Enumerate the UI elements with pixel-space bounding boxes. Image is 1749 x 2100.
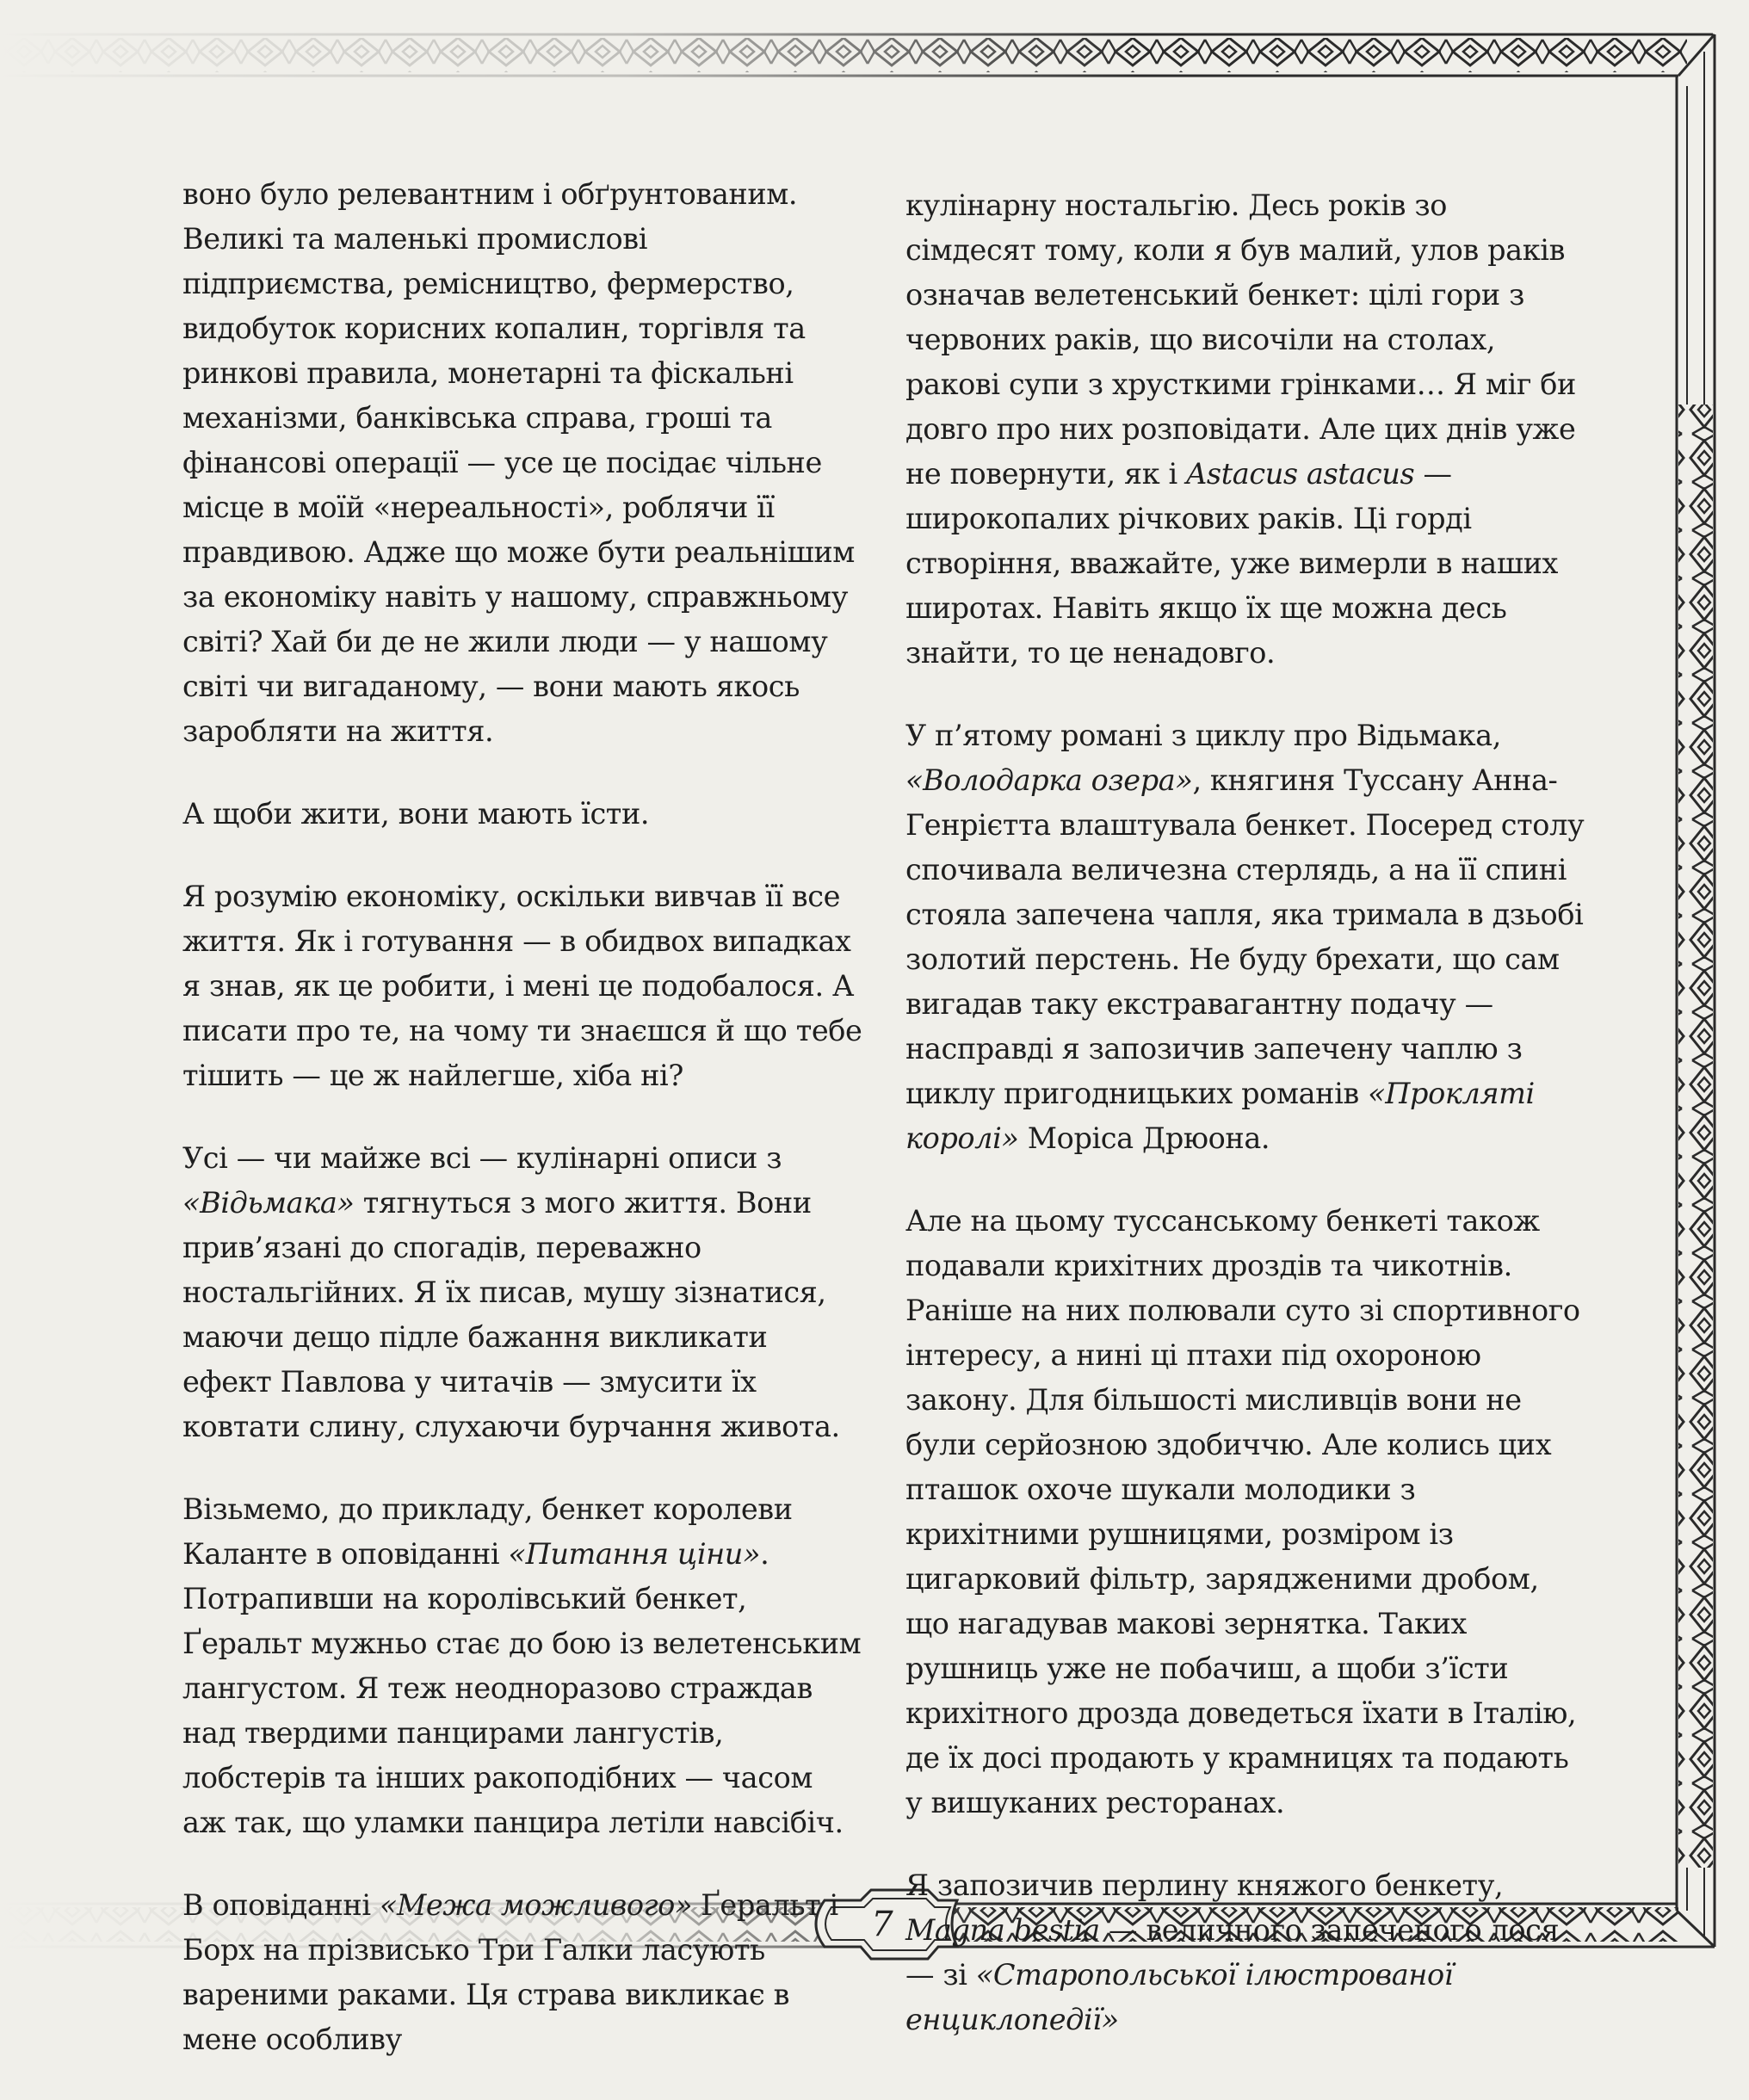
paragraph: Візьмемо, до прикладу, бенкет королеви Каланте в оповіданні «Питання ціни». Потрапивши на королівський бенкет, Ґеральт мужньо стає до бою із велетенським лангустом. Я теж неодноразово страждав над твердими панцирами лангустів, лобстерів та інших ракоподібних — часом аж так, що уламки панцира летіли навсібіч. bbox=[182, 1492, 862, 1839]
paragraph: Але на цьому туссанському бенкеті також подавали крихітних дроздів та чикотнів. Раніше на них полювали суто зі спортивного інтересу, а нині ці птахи під охороною закону. Для більшості мисливців вони не були серйозною здобиччю. Але колись цих пташок охоче шукали молодики з крихітними рушницями, розміром із цигарковий фільтр, зарядженими дробом, що нагадував макові зернятка. Таких рушниць уже не побачиш, а щоби з’їсти крихітного дрозда доведеться їхати в Італію, де їх досі продають у крамницях та подають у вишуканих ресторанах. bbox=[905, 1204, 1580, 1819]
paragraph: У п’ятому романі з циклу про Відьмака, «Володарка озера», княгиня Туссану Анна-Генрієтта влаштувала бенкет. Посеред столу спочивала величезна стерлядь, а на її спині стояла запечена чапля, яка тримала в дзьобі золотий перстень. Не буду брехати, що сам вигадав таку екстравагантну подачу — насправді я запозичив запечену чаплю з циклу пригодницьких романів «Прокляті королі» Моріса Дрюона. bbox=[905, 719, 1585, 1155]
left-text-column bbox=[182, 172, 862, 2100]
paragraph: Усі — чи майже всі — кулінарні описи з «Відьмака» тягнуться з мого життя. Вони прив’язані до спогадів, переважно ностальгійних. Я їх писав, мушу зізнатися, маючи дещо підле бажання викликати ефект Павлова у читачів — змусити їх ковтати слину, слухаючи бурчання живота. bbox=[182, 1141, 840, 1443]
book-title: «Відьмака» bbox=[182, 1186, 355, 1220]
page-number: 7 bbox=[871, 1905, 893, 1944]
story-title: «Питання ціни» bbox=[508, 1537, 761, 1571]
paragraph: А щоби жити, вони мають їсти. bbox=[182, 797, 650, 831]
story-title: «Межа можливого» bbox=[379, 1888, 693, 1922]
book-title: «Володарка озера» bbox=[905, 763, 1193, 797]
right-text-column bbox=[905, 183, 1585, 2080]
book-title: «Старопольської ілюстрованої енциклопедії» bbox=[905, 1958, 1454, 2036]
latin-name: Astacus astacus bbox=[1186, 457, 1415, 491]
latin-name: Magna bestia bbox=[905, 1913, 1100, 1947]
paragraph: воно було релевантним і обґрунтованим. Великі та маленькі промислові підприємства, ремісництво, фермерство, видобуток корисних копалин, торгівля та ринкові правила, монетарні та фіскальні механізми, банківська справа, гроші та фінансові операції — усе це посідає чільне місце в моїй «нереальності», роблячи її правдивою. Адже що може бути реальнішим за економіку навіть у нашому, справжньому світі? Хай би де не жили люди — у нашому світі чи вигаданому, — вони мають якось заробляти на життя. bbox=[182, 177, 855, 748]
paragraph: Я запозичив перлину княжого бенкету, Magna bestia — величного запеченого лося — зі «Старопольської ілюстрованої енциклопедії» bbox=[905, 1868, 1560, 2036]
top-ornament-band bbox=[0, 26, 1713, 86]
paragraph: Я розумію економіку, оскільки вивчав її все життя. Як і готування — в обидвох випадках я знав, як це робити, і мені це подобалося. А писати про те, на чому ти знаєшся й що тебе тішить — це ж найлегше, хіба ні? bbox=[182, 880, 862, 1092]
right-ornament-band bbox=[1677, 34, 1715, 1947]
paragraph: В оповіданні «Межа можливого» Ґеральт і Борх на прізвисько Три Галки ласують вареними раками. Ця страва викликає в мене особливу bbox=[182, 1888, 838, 2056]
book-title: «Прокляті королі» bbox=[905, 1077, 1535, 1155]
paragraph: кулінарну ностальгію. Десь років зо сімдесят тому, коли я був малий, улов раків означав велетенський бенкет: цілі гори з червоних раків, що височіли на столах, ракові супи з хрусткими грінками… Я міг би довго про них розповідати. Але цих днів уже не повернути, як і Astacus astacus — широкопалих річкових раків. Ці горді створіння, вважайте, уже вимерли в наших широтах. Навіть якщо їх ще можна десь знайти, то це ненадовго. bbox=[905, 188, 1576, 670]
